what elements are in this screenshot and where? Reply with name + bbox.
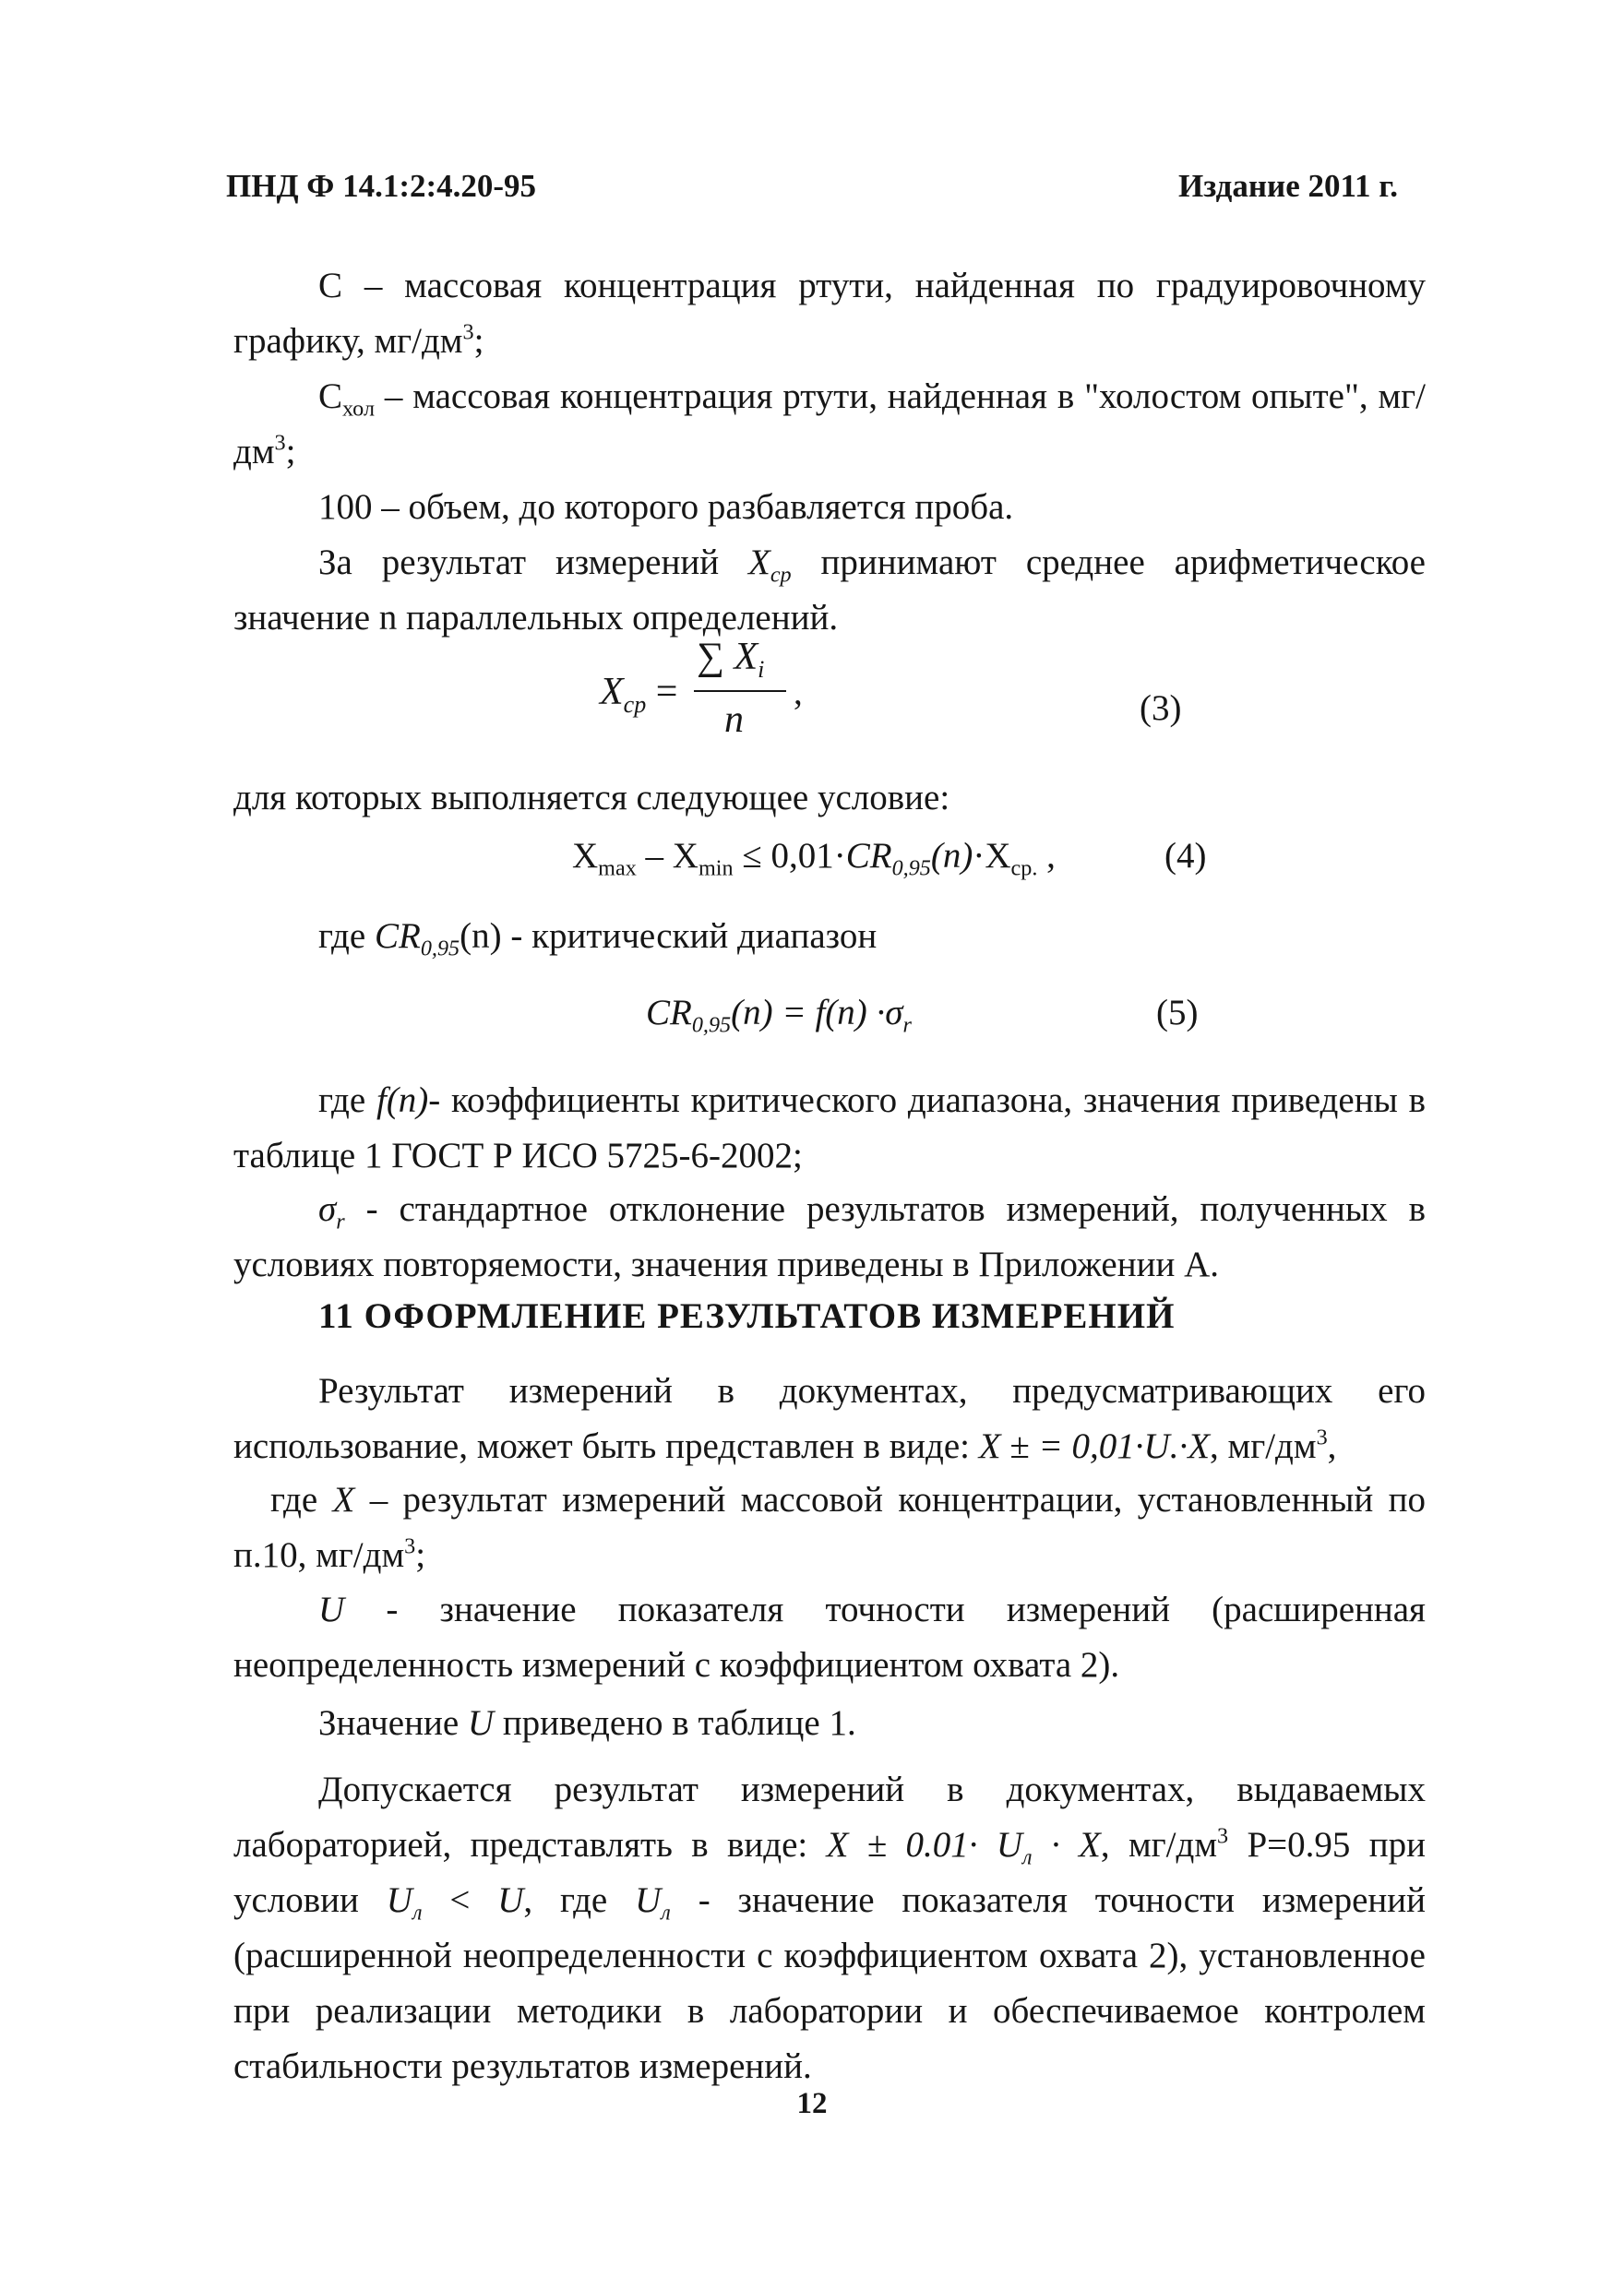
paragraph-u-table: Значение U приведено в таблице 1. [318,1703,856,1743]
fraction-bar [694,690,786,692]
formula-4: $X_{max} - X_{min} \le 0,01\cdot CR_{0,95}(n)\cdot X_{ср.}$ , [572,836,1056,881]
paragraph-condition: для которых выполняется следующее условие: [233,778,950,817]
paragraph-result-definition: За результат измерений $X_{ср}$ принимают среднее арифметическое значение n параллельных определений. [233,543,1426,638]
equation-number-5: (5) [1156,993,1199,1032]
section-11-title: 11 ОФОРМЛЕНИЕ РЕЗУЛЬТАТОВ ИЗМЕРЕНИЙ [318,1296,1176,1336]
formula-3: $X_{ср}$ = ∑ $X_i$ n , [600,636,803,741]
paragraph-sigma-definition: $\sigma_r$ - стандартное отклонение результатов измерений, полученных в условиях повторяемости, значения приведены в Приложении А. [233,1189,1426,1284]
paragraph-c-definition: С – массовая концентрация ртути, найденная по градуировочному графику, $мг/дм^3$; [233,266,1426,361]
paragraph-x-definition: где X – результат измерений массовой концентрации, установленный по п.10, $мг/дм^3$; [233,1480,1426,1575]
paragraph-cxol-definition: $С_{хол}$ – массовая концентрация ртути, найденная в "холостом опыте", $мг/дм^3$; [233,376,1426,471]
formula-5: $CR_{0,95}(n) = f(n) \cdot\sigma_r$ [646,993,912,1038]
edition-label: Издание 2011 г. [1178,168,1398,204]
paragraph-fn-coefficients: где f(n)- коэффициенты критического диапазона, значения приведены в таблице 1 ГОСТ Р ИСО 5725-6-2002; [233,1080,1426,1175]
paragraph-lab-result: Допускается результат измерений в документах, выдаваемых лабораторией, представлять в виде: $X \pm 0.01\cdot U_л \cdot X$, $мг/дм^3$ P=0.95 при условии $U_л < U$, где $U_л$ - значение показателя точности измерений (расширенной неопределенности с коэффициентом охвата 2), установленное при реализации методики в лаборатории и обеспечиваемое контролем стабильности результатов измерений. [233,1770,1426,2086]
equation-number-3: (3) [1140,688,1182,728]
paragraph-100-volume: 100 – объем, до которого разбавляется проба. [318,487,1014,527]
equation-number-4: (4) [1164,836,1207,876]
page-number: 12 [796,2087,828,2120]
paragraph-u-definition: U - значение показателя точности измерений (расширенная неопределенность измерений с коэффициентом охвата 2). [233,1590,1426,1685]
document-code: ПНД Ф 14.1:2:4.20-95 [226,168,537,204]
paragraph-result-form: Результат измерений в документах, предусматривающих его использование, может быть представлен в виде: X ± = 0,01·U.·X, $мг/дм^3$, [233,1371,1426,1466]
paragraph-critical-range: где $CR_{0,95}(n)$ - критический диапазон [318,916,878,961]
